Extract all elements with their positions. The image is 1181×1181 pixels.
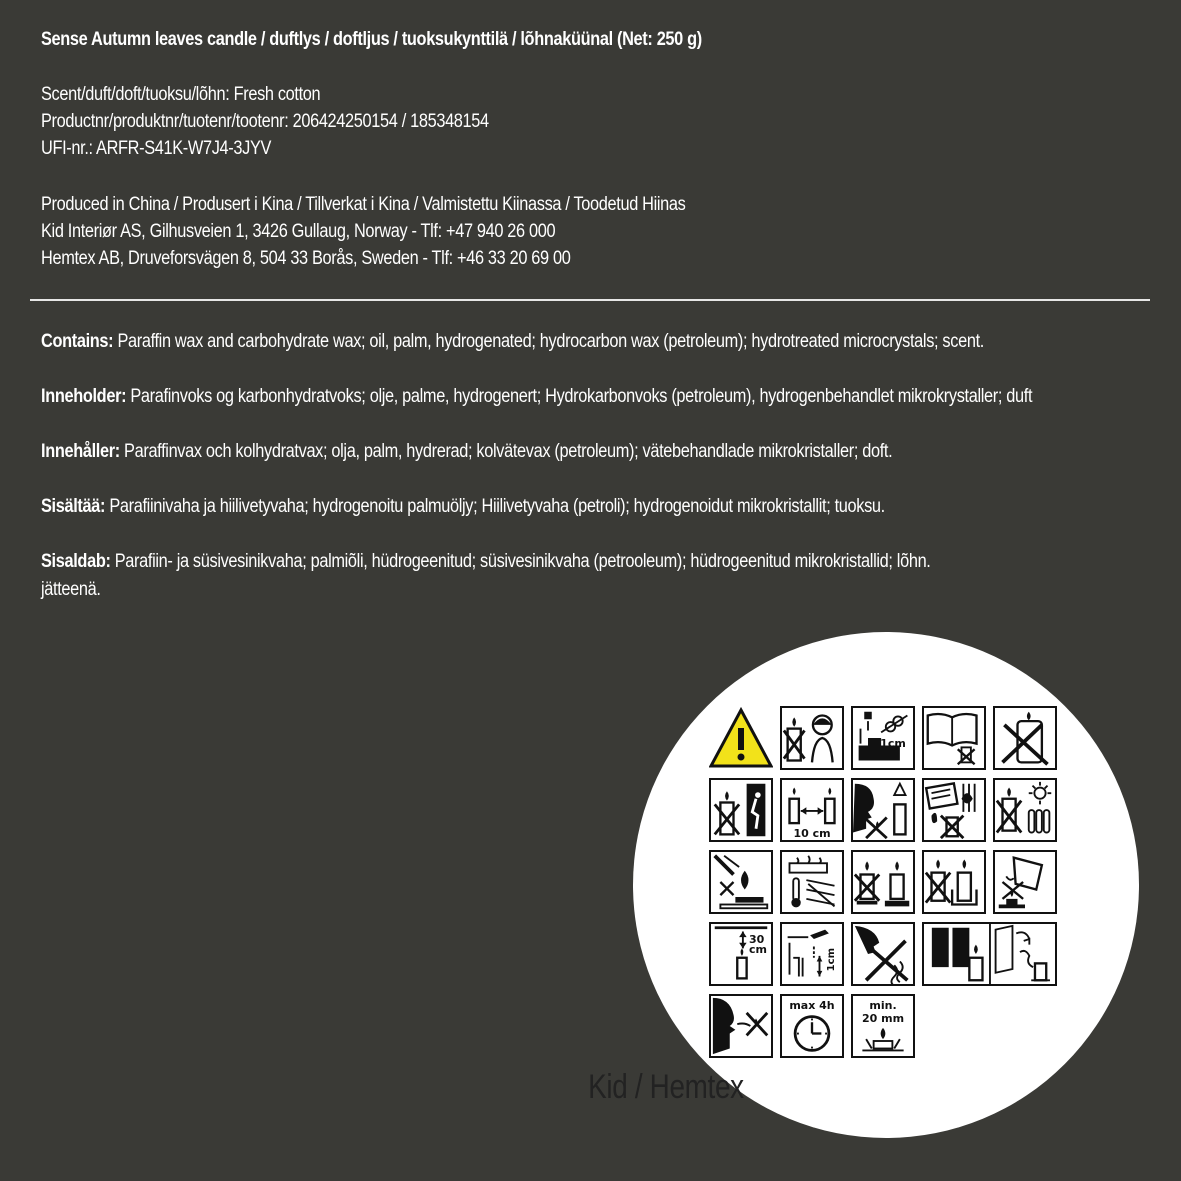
no-sooting-icon: [851, 922, 915, 986]
warning-icon: [709, 706, 773, 770]
no-burning-near-objects-icon: [922, 778, 986, 842]
contents-label: Sisältää:: [41, 496, 106, 517]
product-number-line: Productnr/produktnr/tuotenr/tootenr: 206424250154 / 185348154: [41, 111, 489, 132]
scent-line: Scent/duft/doft/tuoksu/lõhn: Fresh cotton: [41, 84, 321, 105]
max-time-label: max 4h: [789, 999, 835, 1012]
wick-label: 1cm: [826, 948, 837, 972]
contents-label: Sisaldab:: [41, 551, 111, 572]
contents-text: Paraffinvax och kolhydratvax; olja, palm, hydrerad; kolvätevax (petroleum); vätebehandlade mikrokristaller; doft.: [119, 441, 893, 462]
brand-text: Kid / Hemtex: [587, 1068, 744, 1106]
candle-holder-icon: [851, 850, 915, 914]
trailing-text: jätteenä.: [41, 579, 101, 600]
contents-label: Inneholder:: [41, 386, 127, 407]
contents-se: [41, 438, 892, 465]
min-wax-depth-icon: [851, 994, 915, 1058]
wick-length-icon: [780, 922, 844, 986]
contents-no: [41, 383, 1032, 410]
temperature-storage-icon: [780, 850, 844, 914]
trim-wick-icon: [851, 706, 915, 770]
depth-label: 20 mm: [861, 1012, 905, 1025]
heat-resistant-surface-icon: [922, 850, 986, 914]
no-heat-source-icon: [993, 778, 1057, 842]
contents-en: [41, 328, 984, 355]
contents-ee: [41, 548, 931, 575]
min-label: min.: [869, 999, 897, 1012]
distance-label: 10 cm: [793, 827, 831, 840]
brand-name: [0, 1068, 1181, 1106]
hemtex-address: Hemtex AB, Druveforsvägen 8, 504 33 Borås, Sweden - Tlf: +46 33 20 69 00: [41, 248, 571, 269]
keep-away-from-children-icon: [780, 706, 844, 770]
kid-address: Kid Interiør AS, Gilhusveien 1, 3426 Gullaug, Norway - Tlf: +47 940 26 000: [41, 221, 556, 242]
contents-text: Parafiinivaha ja hiilivetyvaha; hydrogenoitu palmuöljy; Hiilivetyvaha (petroli); hydrogenoidut mikrokristallit; tuoksu.: [105, 496, 885, 517]
contents-label: Innehåller:: [41, 441, 120, 462]
section-divider: [30, 299, 1150, 301]
no-smoke-inhalation-icon: [851, 778, 915, 842]
no-moving-lit-candle-icon: [993, 706, 1057, 770]
contents-label: Contains:: [41, 331, 114, 352]
produced-line: Produced in China / Produsert i Kina / Tillverkat i Kina / Valmistettu Kiinassa / Toodetud Hiinas: [41, 194, 686, 215]
height-unit-label: cm: [749, 943, 767, 956]
max-burn-time-icon: [780, 994, 844, 1058]
keep-from-flammables-icon: [922, 706, 986, 770]
ventilate-room-icon: [922, 922, 1057, 986]
product-title: Sense Autumn leaves candle / duftlys / doftljus / tuoksukynttilä / lõhnaküünal (Net: 250 g): [41, 29, 702, 50]
ufi-line: UFI-nr.: ARFR-S41K-W7J4-3JYV: [41, 138, 272, 159]
contents-text: Paraffin wax and carbohydrate wax; oil, palm, hydrogenated; hydrocarbon wax (petroleum); hydrotreated microcrystals; scent.: [113, 331, 984, 352]
contents-text: Parafiin- ja süsivesinikvaha; palmiõli, hüdrogeenitud; süsivesinikvaha (petrooleum); hüdrogeenitud mikrokristallid; lõhn.: [110, 551, 931, 572]
distance-between-candles-icon: [780, 778, 844, 842]
height-label: 30: [749, 933, 765, 946]
no-pouring-icon: [993, 850, 1057, 914]
height-clearance-icon: [709, 922, 773, 986]
no-drafts-icon: [709, 778, 773, 842]
contents-fi: [41, 493, 885, 520]
contents-text: Parafinvoks og karbonhydratvoks; olje, palme, hydrogenert; Hydrokarbonvoks (petroleum), hydrogenbehandlet mikrokrystaller; duft: [126, 386, 1033, 407]
no-water-on-flame-icon: [709, 850, 773, 914]
no-blowing-out-icon: [709, 994, 773, 1058]
trim-label: 1cm: [880, 737, 906, 750]
